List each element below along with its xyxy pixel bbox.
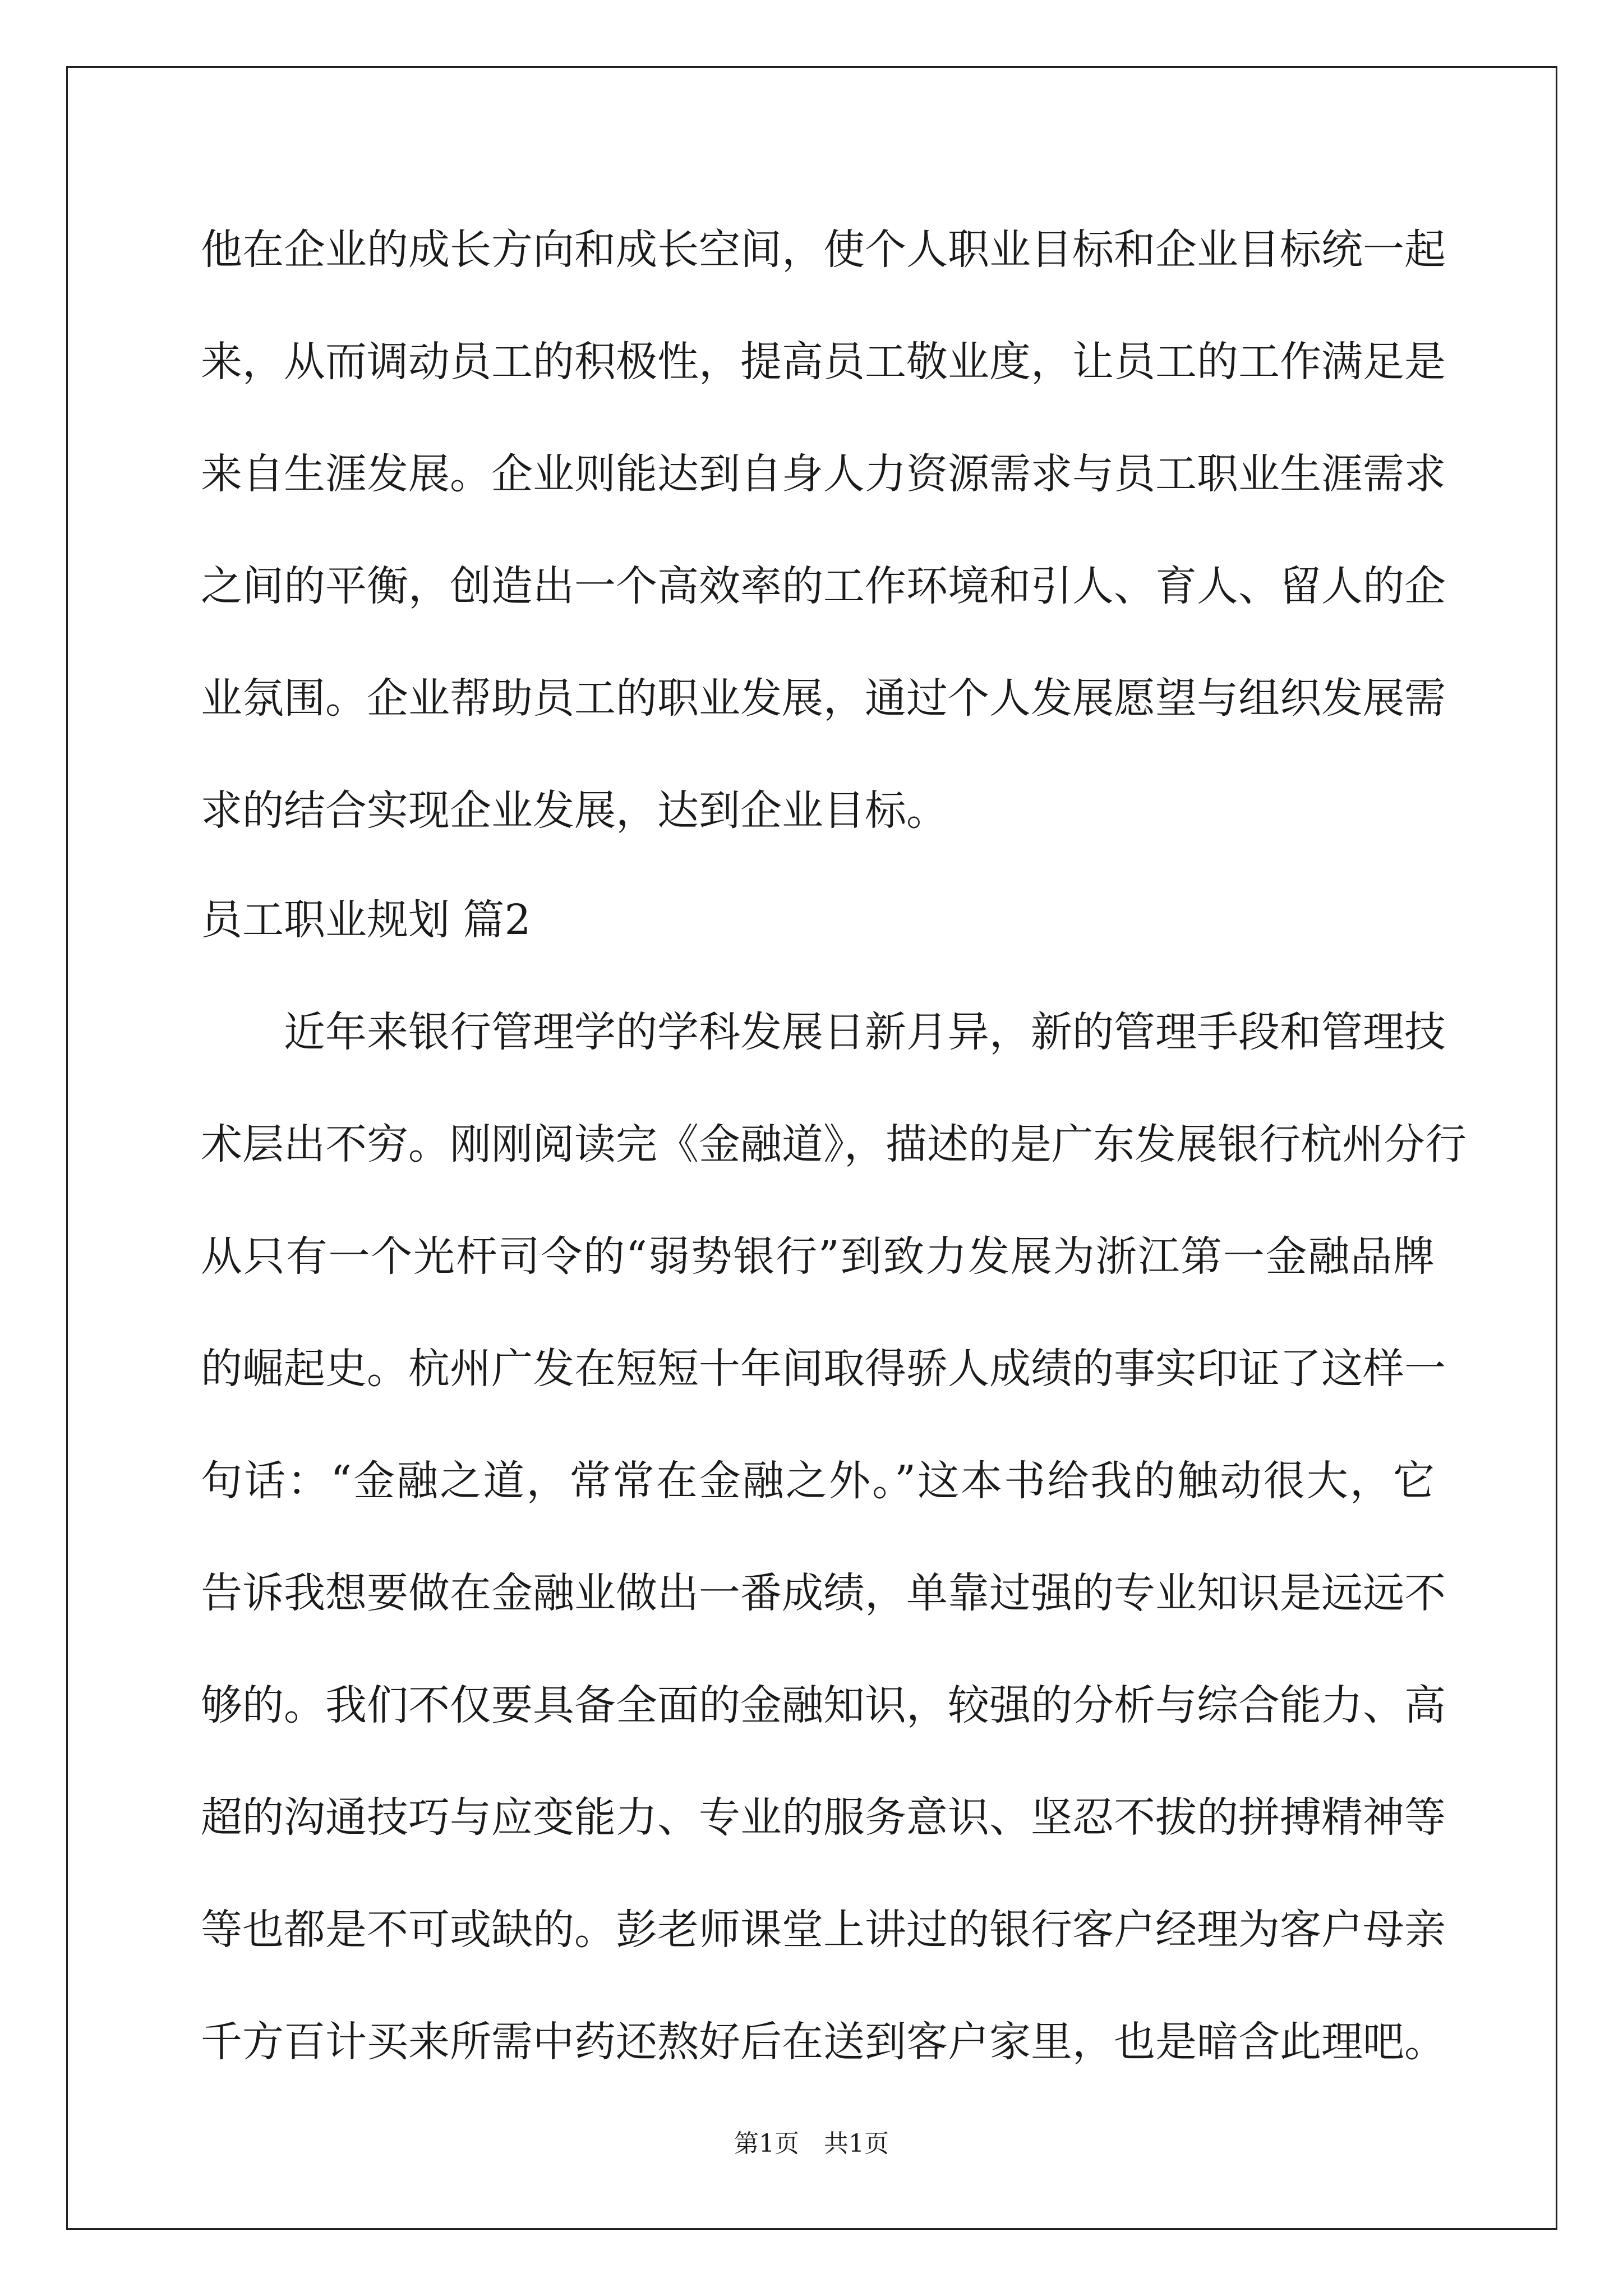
paragraph-1-line-6: 求的结合实现企业发展，达到企业目标。 [201, 786, 948, 835]
paragraph-2-line-8: 超的沟通技巧与应变能力、专业的服务意识、坚忍不拔的拼搏精神等 [201, 1793, 1446, 1842]
page-number-footer: 第1页 共1页 [734, 2129, 889, 2158]
paragraph-2-line-3: 从只有一个光杆司令的“弱势银行”到致力发展为浙江第一金融品牌 [201, 1232, 1435, 1281]
paragraph-1-line-2: 来，从而调动员工的积极性，提高员工敬业度，让员工的工作满足是 [201, 338, 1446, 386]
paragraph-1-line-5: 业氛围。企业帮助员工的职业发展，通过个人发展愿望与组织发展需 [201, 674, 1446, 723]
paragraph-2-line-1: 近年来银行管理学的学科发展日新月异，新的管理手段和管理技 [201, 1008, 1446, 1056]
paragraph-2-line-10: 千方百计买来所需中药还熬好后在送到客户家里，也是暗含此理吧。 [201, 2018, 1446, 2066]
paragraph-2-line-6: 告诉我想要做在金融业做出一番成绩，单靠过强的专业知识是远远不 [201, 1569, 1446, 1617]
section-heading: 员工职业规划 篇2 [201, 896, 531, 944]
paragraph-1-line-4: 之间的平衡，创造出一个高效率的工作环境和引人、育人、留人的企 [201, 562, 1446, 610]
paragraph-1-line-1: 他在企业的成长方向和成长空间，使个人职业目标和企业目标统一起 [201, 226, 1446, 274]
paragraph-1-line-3: 来自生涯发展。企业则能达到自身人力资源需求与员工职业生涯需求 [201, 450, 1446, 498]
paragraph-2-line-5: 句话：“金融之道，常常在金融之外。”这本书给我的触动很大，它 [201, 1457, 1435, 1505]
paragraph-2-line-7: 够的。我们不仅要具备全面的金融知识，较强的分析与综合能力、高 [201, 1681, 1446, 1729]
paragraph-2-line-9: 等也都是不可或缺的。彭老师课堂上讲过的银行客户经理为客户母亲 [201, 1906, 1446, 1954]
paragraph-2-line-2: 术层出不穷。刚刚阅读完《金融道》，描述的是广东发展银行杭州分行 [201, 1120, 1467, 1168]
paragraph-2-line-4: 的崛起史。杭州广发在短短十年间取得骄人成绩的事实印证了这样一 [201, 1345, 1446, 1393]
